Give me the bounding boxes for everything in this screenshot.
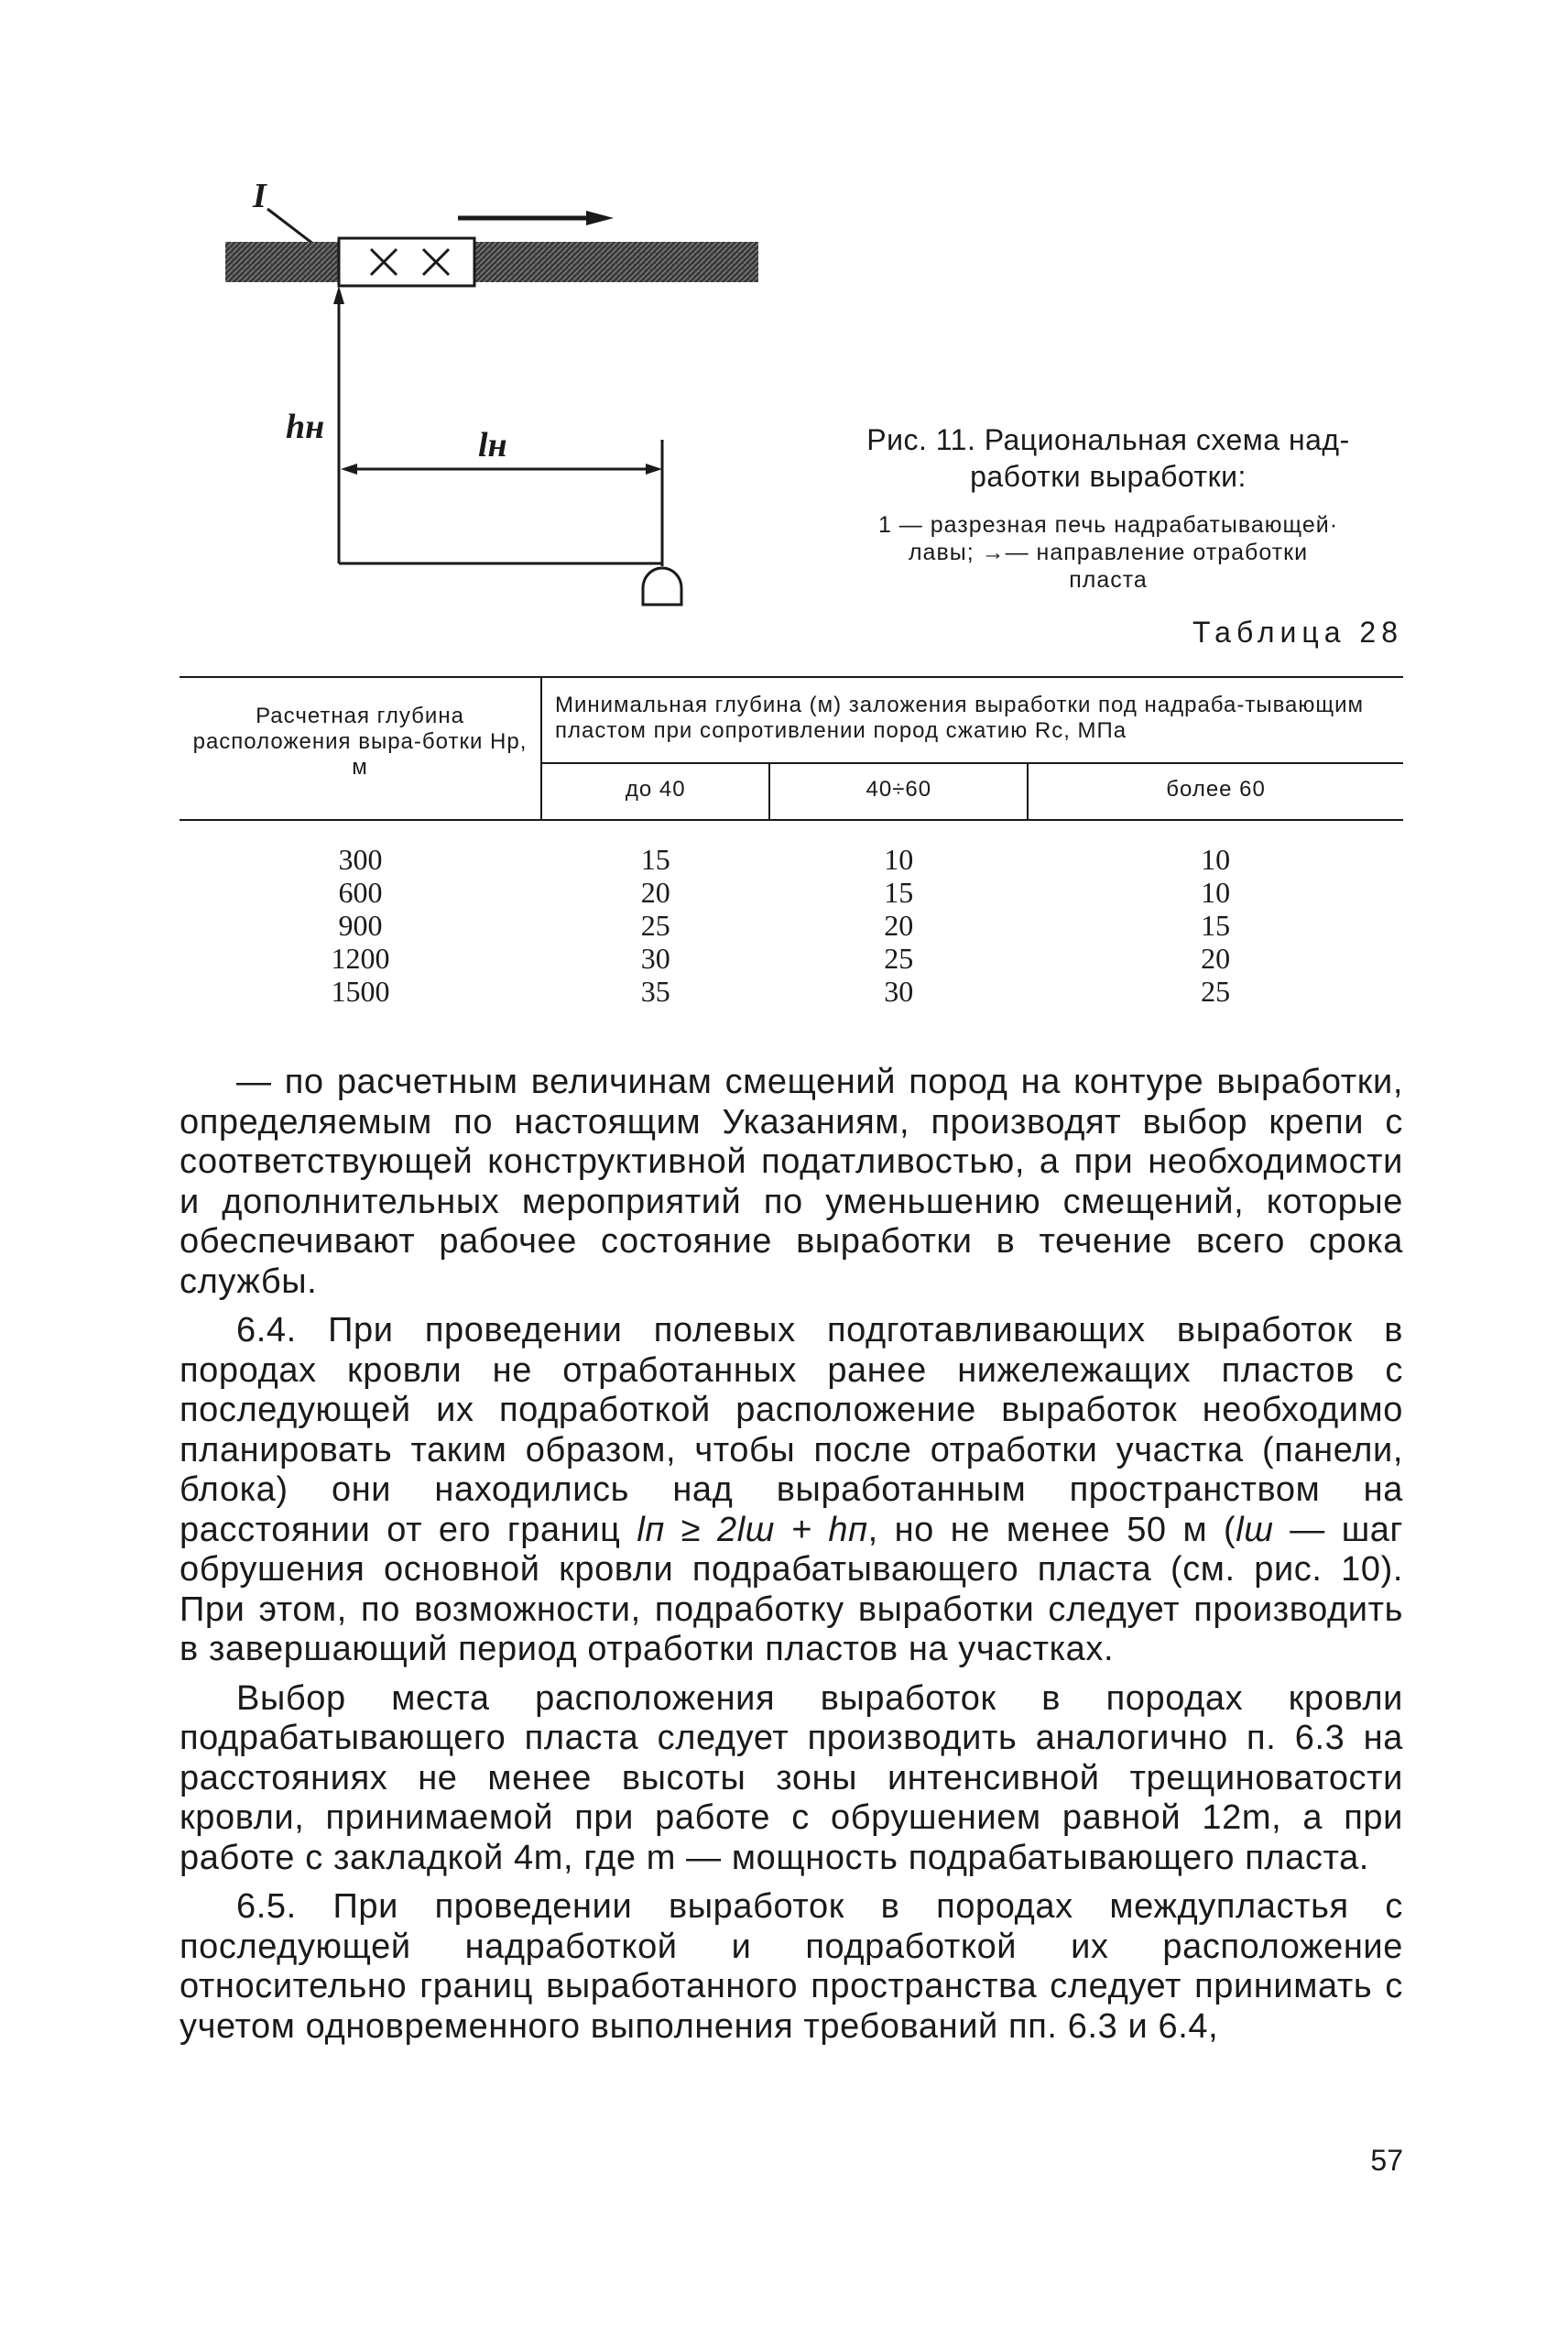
main-header: Минимальная глубина (м) заложения выработки под надраба-тывающим пластом при сопротивлении пород сжатию Rс, МПа bbox=[541, 677, 1403, 763]
seam-bar bbox=[225, 242, 758, 282]
label-one: I bbox=[253, 177, 267, 215]
direction-arrow-head-icon bbox=[586, 211, 614, 225]
sub-header: более 60 bbox=[1028, 763, 1403, 820]
distance-formula: lп ≥ 2lш + hп bbox=[637, 1510, 868, 1549]
collapse-step-symbol: lш bbox=[1236, 1510, 1274, 1549]
arrow-up-icon bbox=[333, 286, 344, 304]
arrow-left-icon bbox=[341, 464, 357, 475]
table-row: 1200 30 25 20 bbox=[331, 942, 1231, 975]
table-label: Таблица 28 bbox=[1192, 616, 1403, 649]
label-l: lн bbox=[478, 426, 507, 464]
page-number: 57 bbox=[1370, 2144, 1403, 2177]
caption-legend: 1 — разрезная печь надрабатывающей· лавы; →— направление отработки пласта bbox=[877, 512, 1339, 593]
sub-header: 40÷60 bbox=[769, 763, 1028, 820]
table-row: 300 15 10 10 bbox=[338, 843, 1231, 876]
figure-caption bbox=[815, 421, 1401, 594]
paragraph-3: Выбор места расположения выработок в породах кровли подрабатывающего пласта следует производить аналогично п. 6.3 на расстояниях не менее высоты зоны интенсивной трещиноватости кровли, принимаемой при работе с обрушением равной 12m, а при работе с закладкой 4m, где m — мощность подрабатывающего пласта. bbox=[180, 1678, 1403, 1877]
caption-title: Рис. 11. Рациональная схема над- работки выработки: bbox=[866, 423, 1350, 493]
cut-gallery-box bbox=[339, 238, 474, 286]
table-row: 900 25 20 15 bbox=[338, 909, 1231, 942]
figure-11-diagram bbox=[183, 165, 843, 641]
row-header: Расчетная глубина расположения выра-ботки Hр, м bbox=[180, 677, 541, 820]
label-h: hн bbox=[286, 408, 325, 446]
table-row: 1500 35 30 25 bbox=[331, 975, 1231, 1008]
paragraph-1: — по расчетным величинам смещений пород на контуре выработки, определяемым по настоящим Указаниям, производят выбор крепи с соответствующей конструктивной податливостью, а при необходимости и дополнительных мероприятий по уменьшению смещений, которые обеспечивают рабочее состояние выработки в течение всего срока службы. bbox=[180, 1063, 1403, 1301]
table-row: 600 20 15 10 bbox=[338, 876, 1231, 909]
data-table bbox=[180, 676, 1403, 1008]
arrow-right-icon bbox=[646, 464, 662, 475]
paragraph-6-4: 6.4. При проведении полевых подготавливающих выработок в породах кровли не отработанных ранее нижележащих пластов с последующей их подработкой расположение выработок необходимо планировать таким образом, чтобы после отработки участка (панели, блока) они находились над выработанным пространством на расстоянии от его границ lп ≥ 2lш + hп, но не менее 50 м (lш — шаг обрушения основной кровли подрабатывающего пласта (см. рис. 10). При этом, по возможности, подработку выработки следует производить в завершающий период отработки пластов на участках. bbox=[180, 1311, 1403, 1668]
paragraph-6-5: 6.5. При проведении выработок в породах междупластья с последующей надработкой и подработкой их расположение относительно границ выработанного пространства следует принимать с учетом одновременного выполнения требований пп. 6.3 и 6.4, bbox=[180, 1887, 1403, 2046]
sub-header: до 40 bbox=[541, 763, 769, 820]
body-text bbox=[180, 1063, 1403, 2047]
gallery-profile-icon bbox=[643, 568, 681, 605]
